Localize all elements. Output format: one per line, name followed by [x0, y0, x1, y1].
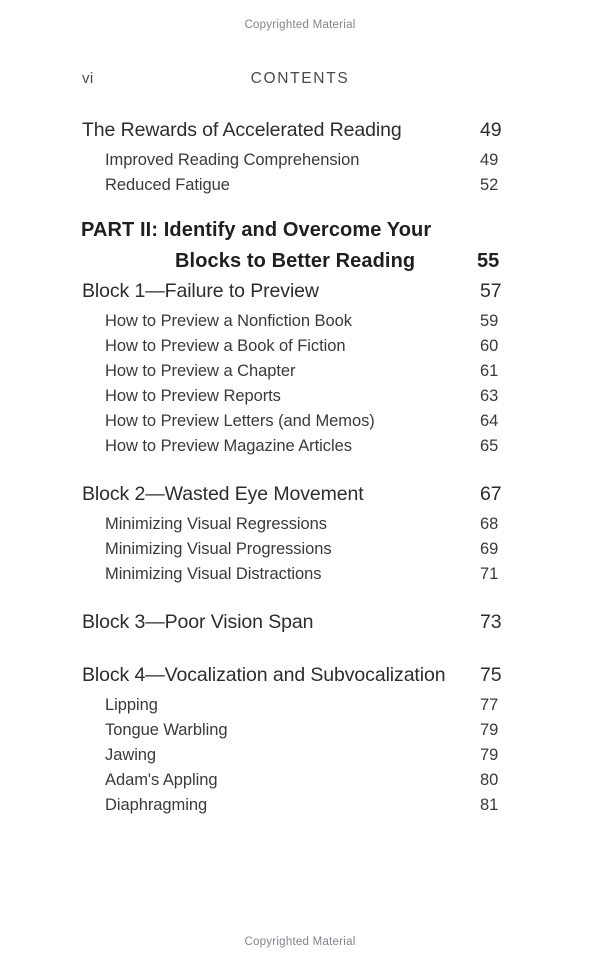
toc-entry[interactable] [0, 437, 600, 462]
toc-entry[interactable] [0, 387, 600, 412]
toc-entry-page-number: 49 [480, 119, 502, 141]
toc-entry-page-number: 49 [480, 151, 499, 169]
toc-entry-title: How to Preview a Chapter [105, 362, 296, 380]
toc-entry[interactable] [0, 362, 600, 387]
copyright-watermark-top: Copyrighted Material [244, 19, 356, 31]
toc-entry-title: Improved Reading Comprehension [105, 151, 360, 169]
table-of-contents [0, 120, 600, 821]
toc-entry[interactable] [0, 281, 600, 312]
toc-entry-page-number: 79 [480, 746, 499, 764]
toc-entry[interactable] [0, 151, 600, 176]
part-heading-page-number: 55 [477, 250, 500, 272]
toc-entry-page-number: 59 [480, 312, 499, 330]
toc-entry-title: Diaphragming [105, 796, 208, 814]
toc-entry-title: How to Preview a Book of Fiction [105, 337, 346, 355]
toc-entry[interactable] [0, 312, 600, 337]
page-title: CONTENTS [250, 70, 350, 87]
toc-entry-page-number: 52 [480, 176, 499, 194]
toc-entry-page-number: 77 [480, 696, 499, 714]
copyright-watermark-bottom: Copyrighted Material [244, 936, 356, 948]
toc-entry-page-number: 60 [480, 337, 499, 355]
toc-entry-title: Minimizing Visual Distractions [105, 565, 322, 583]
toc-entry[interactable] [0, 771, 600, 796]
page-folio-number: vi [82, 70, 94, 87]
toc-entry-title: Lipping [105, 696, 158, 714]
toc-entry-page-number: 68 [480, 515, 499, 533]
toc-entry-page-number: 67 [480, 483, 502, 505]
toc-entry[interactable] [0, 515, 600, 540]
toc-entry-title: Minimizing Visual Regressions [105, 515, 328, 533]
toc-group [0, 612, 600, 643]
toc-entry-title: How to Preview Letters (and Memos) [105, 412, 375, 430]
toc-entry-page-number: 57 [480, 280, 502, 302]
part-heading[interactable] [0, 219, 600, 281]
toc-entry-title: How to Preview Reports [105, 387, 281, 405]
toc-entry-title: Block 3—Poor Vision Span [82, 611, 314, 633]
toc-entry-page-number: 80 [480, 771, 499, 789]
toc-entry-page-number: 73 [480, 611, 502, 633]
toc-entry-title: Tongue Warbling [105, 721, 228, 739]
toc-entry-title: Block 1—Failure to Preview [82, 280, 319, 302]
toc-entry[interactable] [0, 484, 600, 515]
toc-entry-title: Adam's Appling [105, 771, 218, 789]
toc-entry-page-number: 63 [480, 387, 499, 405]
toc-group [0, 665, 600, 821]
toc-entry-title: Block 2—Wasted Eye Movement [82, 483, 364, 505]
toc-entry-title: Minimizing Visual Progressions [105, 540, 332, 558]
toc-entry-title: Reduced Fatigue [105, 176, 230, 194]
toc-entry-page-number: 64 [480, 412, 499, 430]
toc-entry[interactable] [0, 120, 600, 151]
toc-entry-page-number: 69 [480, 540, 499, 558]
toc-group [0, 281, 600, 462]
toc-entry[interactable] [0, 665, 600, 696]
toc-entry-page-number: 79 [480, 721, 499, 739]
part-heading-text-line-1: PART II: Identify and Overcome Your [81, 219, 432, 241]
toc-entry[interactable] [0, 612, 600, 643]
toc-entry-page-number: 71 [480, 565, 499, 583]
toc-entry[interactable] [0, 412, 600, 437]
running-head [0, 70, 600, 92]
toc-entry-title: How to Preview a Nonfiction Book [105, 312, 352, 330]
toc-entry[interactable] [0, 540, 600, 565]
toc-entry-page-number: 75 [480, 664, 502, 686]
toc-entry-title: Jawing [105, 746, 157, 764]
part-heading-line-2 [0, 250, 600, 281]
toc-entry-title: Block 4—Vocalization and Subvocalization [82, 664, 446, 686]
toc-group [0, 120, 600, 201]
toc-entry[interactable] [0, 796, 600, 821]
toc-entry-title: The Rewards of Accelerated Reading [82, 119, 402, 141]
toc-entry-page-number: 61 [480, 362, 499, 380]
toc-entry[interactable] [0, 696, 600, 721]
toc-entry[interactable] [0, 176, 600, 201]
toc-entry[interactable] [0, 337, 600, 362]
toc-entry-title: How to Preview Magazine Articles [105, 437, 352, 455]
part-heading-line-1 [0, 219, 600, 250]
toc-entry-page-number: 81 [480, 796, 499, 814]
toc-group [0, 484, 600, 590]
toc-entry-page-number: 65 [480, 437, 499, 455]
toc-entry[interactable] [0, 746, 600, 771]
part-heading-text-line-2: Blocks to Better Reading [175, 250, 416, 272]
toc-entry[interactable] [0, 565, 600, 590]
toc-entry[interactable] [0, 721, 600, 746]
